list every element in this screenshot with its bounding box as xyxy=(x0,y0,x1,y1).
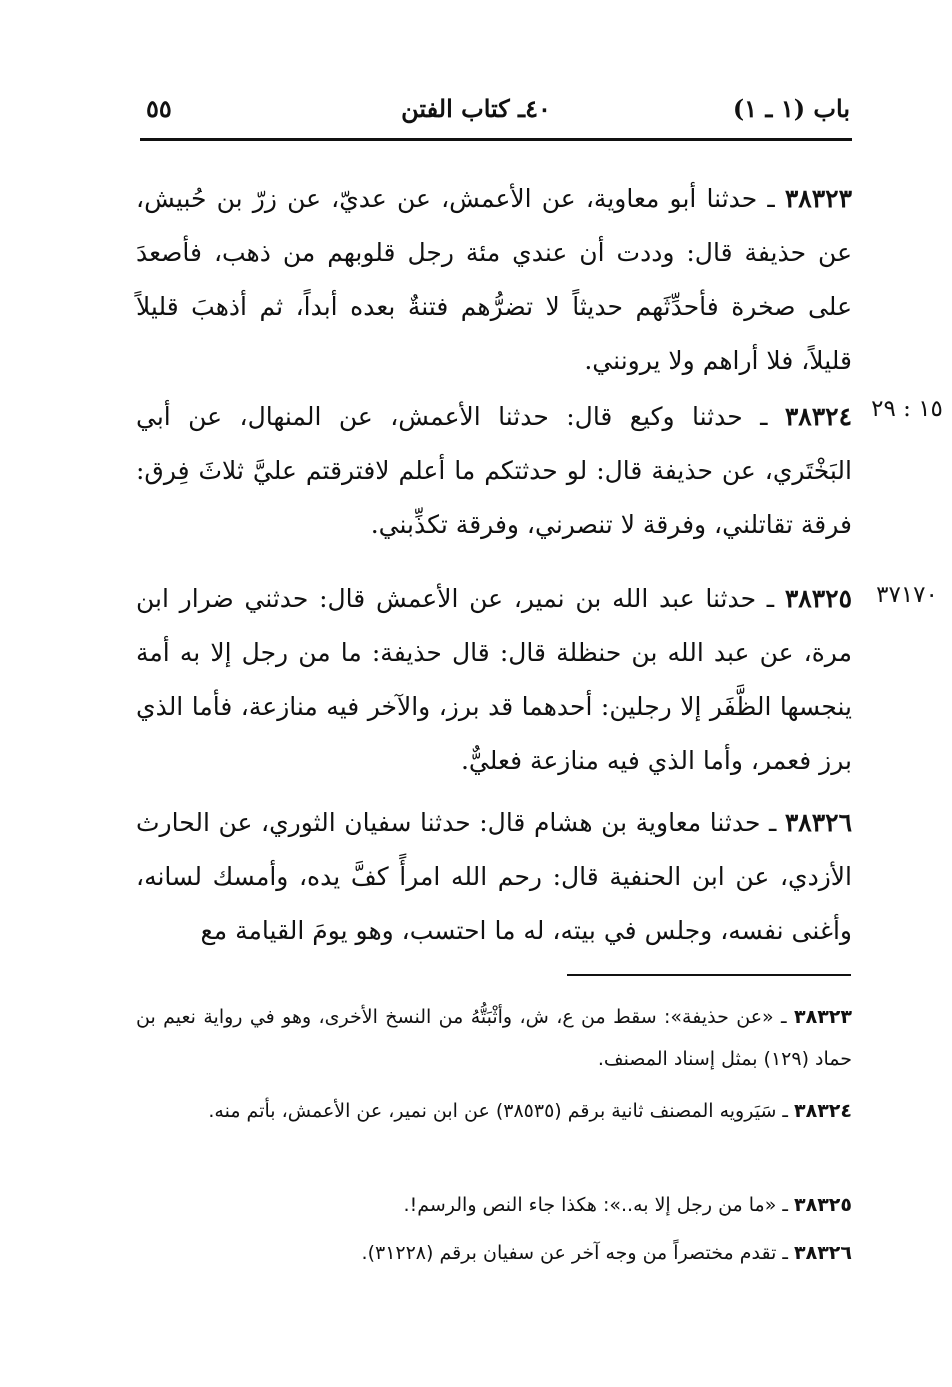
footnote-text: ـ تقدم مختصراً من وجه آخر عن سفيان برقم (٣١٢٢٨). xyxy=(361,1242,795,1264)
footnote-number: ٣٨٣٢٦ xyxy=(794,1242,852,1264)
hadith-number: ٣٨٣٢٦ xyxy=(784,808,852,837)
hadith-paragraph xyxy=(136,796,852,958)
footnote xyxy=(136,1090,852,1132)
hadith-number: ٣٨٣٢٤ xyxy=(784,402,852,431)
hadith-number: ٣٨٣٢٣ xyxy=(784,184,852,213)
hadith-text: ـ حدثنا معاوية بن هشام قال: حدثنا سفيان الثوري، عن الحارث الأزدي، عن ابن الحنفية قال: رحم الله امرأً كفَّ يده، وأمسك لسانه، وأغنى نفسه، وجلس في بيته، له ما احتسب، وهو يومَ القيامة مع xyxy=(136,808,852,945)
running-header-chapter: باب (١ ـ ١) xyxy=(732,94,850,123)
footnote-number: ٣٨٣٢٣ xyxy=(794,1006,852,1028)
margin-reference: ١٥ : ٢٩ xyxy=(871,396,943,422)
hadith-text: ـ حدثنا عبد الله بن نمير، عن الأعمش قال: حدثني ضرار ابن مرة، عن عبد الله بن حنظلة قال: قال حذيفة: ما من رجل إلا به أمة ينجسها الظَّفَر إلا رجلين: أحدهما قد برز، والآخر فيه منازعة، فأما الذي برز فعمر، وأما الذي فيه منازعة فعليٌّ. xyxy=(136,584,852,775)
footnote-text: ـ «ما من رجل إلا به..»: هكذا جاء النص والرسم!. xyxy=(403,1194,795,1216)
footnote xyxy=(136,1184,852,1226)
hadith-paragraph xyxy=(136,390,852,552)
footnote-text: ـ سَيَرويه المصنف ثانية برقم (٣٨٥٣٥) عن ابن نمير، عن الأعمش، بأتم منه. xyxy=(208,1100,795,1122)
footnote xyxy=(136,996,852,1080)
margin-reference: ٣٧١٧٠ xyxy=(876,582,938,608)
hadith-text: ـ حدثنا وكيع قال: حدثنا الأعمش، عن المنهال، عن أبي البَخْتَري، عن حذيفة قال: لو حدثتكم ما أعلم لافترقتم عليَّ ثلاثَ فِرق: فرقة تقاتلني، وفرقة لا تنصرني، وفرقة تكذِّبني. xyxy=(136,402,852,539)
footnote-number: ٣٨٣٢٥ xyxy=(794,1194,852,1216)
hadith-paragraph xyxy=(136,172,852,388)
hadith-number: ٣٨٣٢٥ xyxy=(784,584,852,613)
footnote xyxy=(136,1232,852,1274)
header-rule xyxy=(140,138,852,141)
footnote-number: ٣٨٣٢٤ xyxy=(794,1100,852,1122)
hadith-paragraph xyxy=(136,572,852,788)
hadith-text: ـ حدثنا أبو معاوية، عن الأعمش، عن عديّ، عن زرّ بن حُبيش، عن حذيفة قال: وددت أن عندي مئة رجل قلوبهم من ذهب، فأصعدَ على صخرة فأحدِّثَهم حديثاً لا تضرُّهم فتنةٌ بعده أبداً، ثم أذهبَ قليلاً قليلاً، فلا أراهم ولا يرونني. xyxy=(136,184,852,375)
footnote-separator xyxy=(567,974,851,976)
running-header-book-title: ٤٠ـ كتاب الفتن xyxy=(401,94,551,123)
footnote-text: ـ «عن حذيفة»: سقط من ع، ش، وأثْبَتُّهُ من النسخ الأخرى، وهو في رواية نعيم بن حماد (١٢٩) بمثل إسناد المصنف. xyxy=(136,1006,852,1070)
page-number: ٥٥ xyxy=(146,94,172,123)
